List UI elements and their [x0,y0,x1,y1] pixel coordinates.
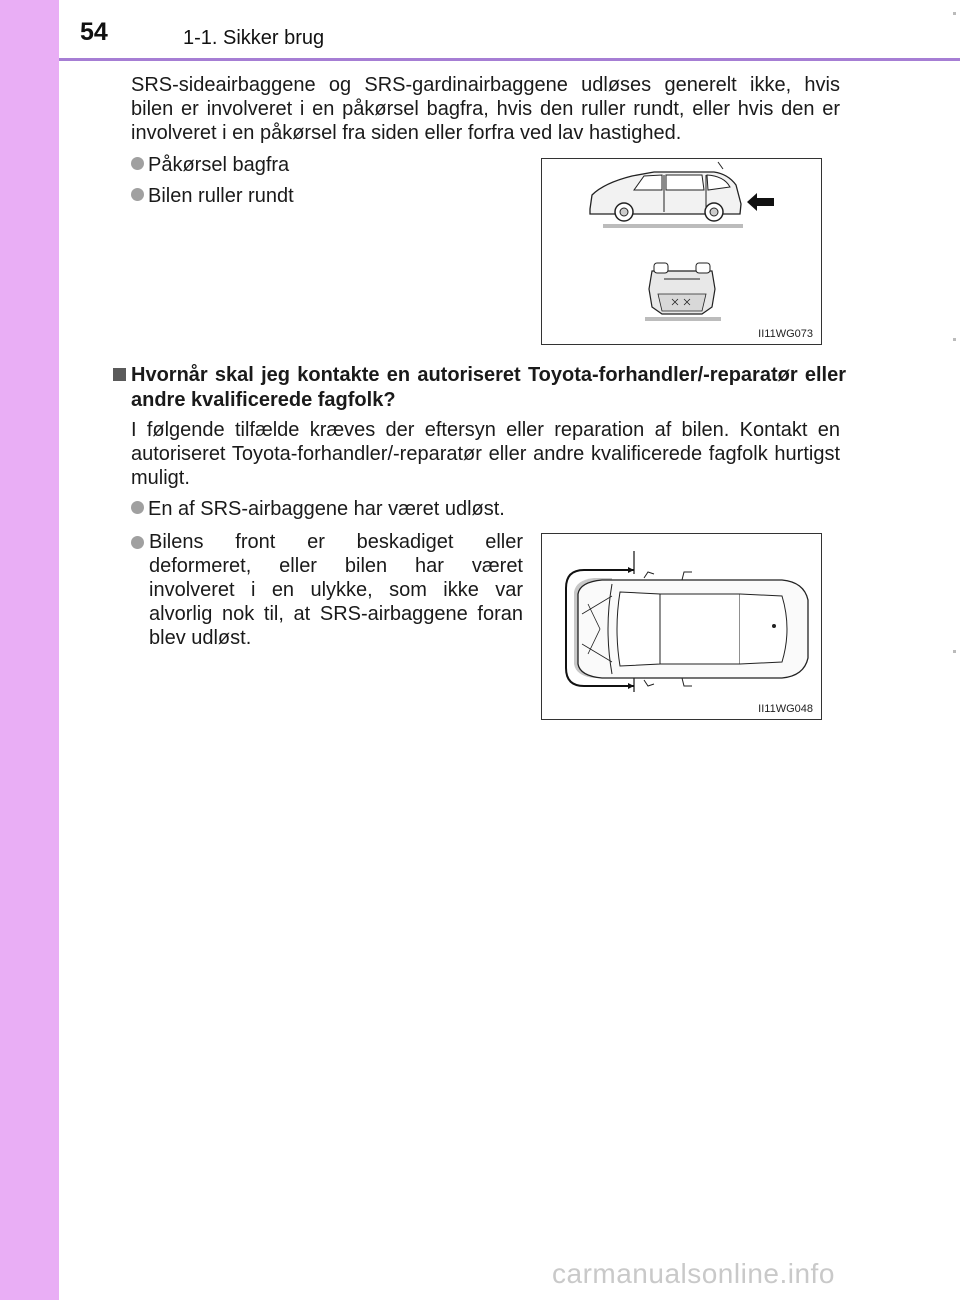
section-heading: Hvornår skal jeg kontakte en autoriseret Toyota-forhandler/-reparatør eller andre kvalificerede fagfolk? [131,364,846,411]
list-item-text: Bilen ruller rundt [148,185,294,207]
list-item-text: Påkørsel bagfra [148,154,290,176]
page-number: 54 [80,18,108,46]
section-marker-icon [113,368,126,381]
header-divider [59,58,960,61]
figure-code: II11WG073 [758,328,813,340]
list-item [131,497,505,521]
edge-mark [953,12,956,15]
figure-collision-rollover [541,158,822,345]
page-margin-band [0,0,59,1300]
bullet-icon [131,501,144,514]
edge-mark [953,650,956,653]
intro-paragraph: SRS-sideairbaggene og SRS-gardinairbaggene udløses generelt ikke, hvis bilen er involveret i en påkørsel bagfra, hvis den ruller rundt, eller hvis den er involveret i en påkørsel fra siden eller forfra ved lav hastighed. [131,74,840,144]
list-item [131,184,294,208]
list-item [131,153,289,177]
car-illustration [542,159,821,344]
section-title: 1-1. Sikker brug [183,27,325,49]
edge-mark [953,338,956,341]
car-topview-illustration [542,534,821,719]
bullet-icon [131,536,144,549]
figure-front-damage [541,533,822,720]
list-item-text: Bilens front er beskadiget eller deformeret, eller bilen har været involveret i en ulykke, som ikke var alvorlig nok til, at SRS-airbaggene foran blev udløst. [149,531,523,649]
bullet-icon [131,157,144,170]
list-item-text: En af SRS-airbaggene har været udløst. [148,498,505,520]
bullet-icon [131,188,144,201]
section-body: I følgende tilfælde kræves der eftersyn eller reparation af bilen. Kontakt en autoriseret Toyota-forhandler/-reparatør eller andre kvalificerede fagfolk hurtigst muligt. [131,419,840,489]
figure-code: II11WG048 [758,703,813,715]
watermark: carmanualsonline.info [552,1258,835,1289]
list-item [131,530,523,650]
